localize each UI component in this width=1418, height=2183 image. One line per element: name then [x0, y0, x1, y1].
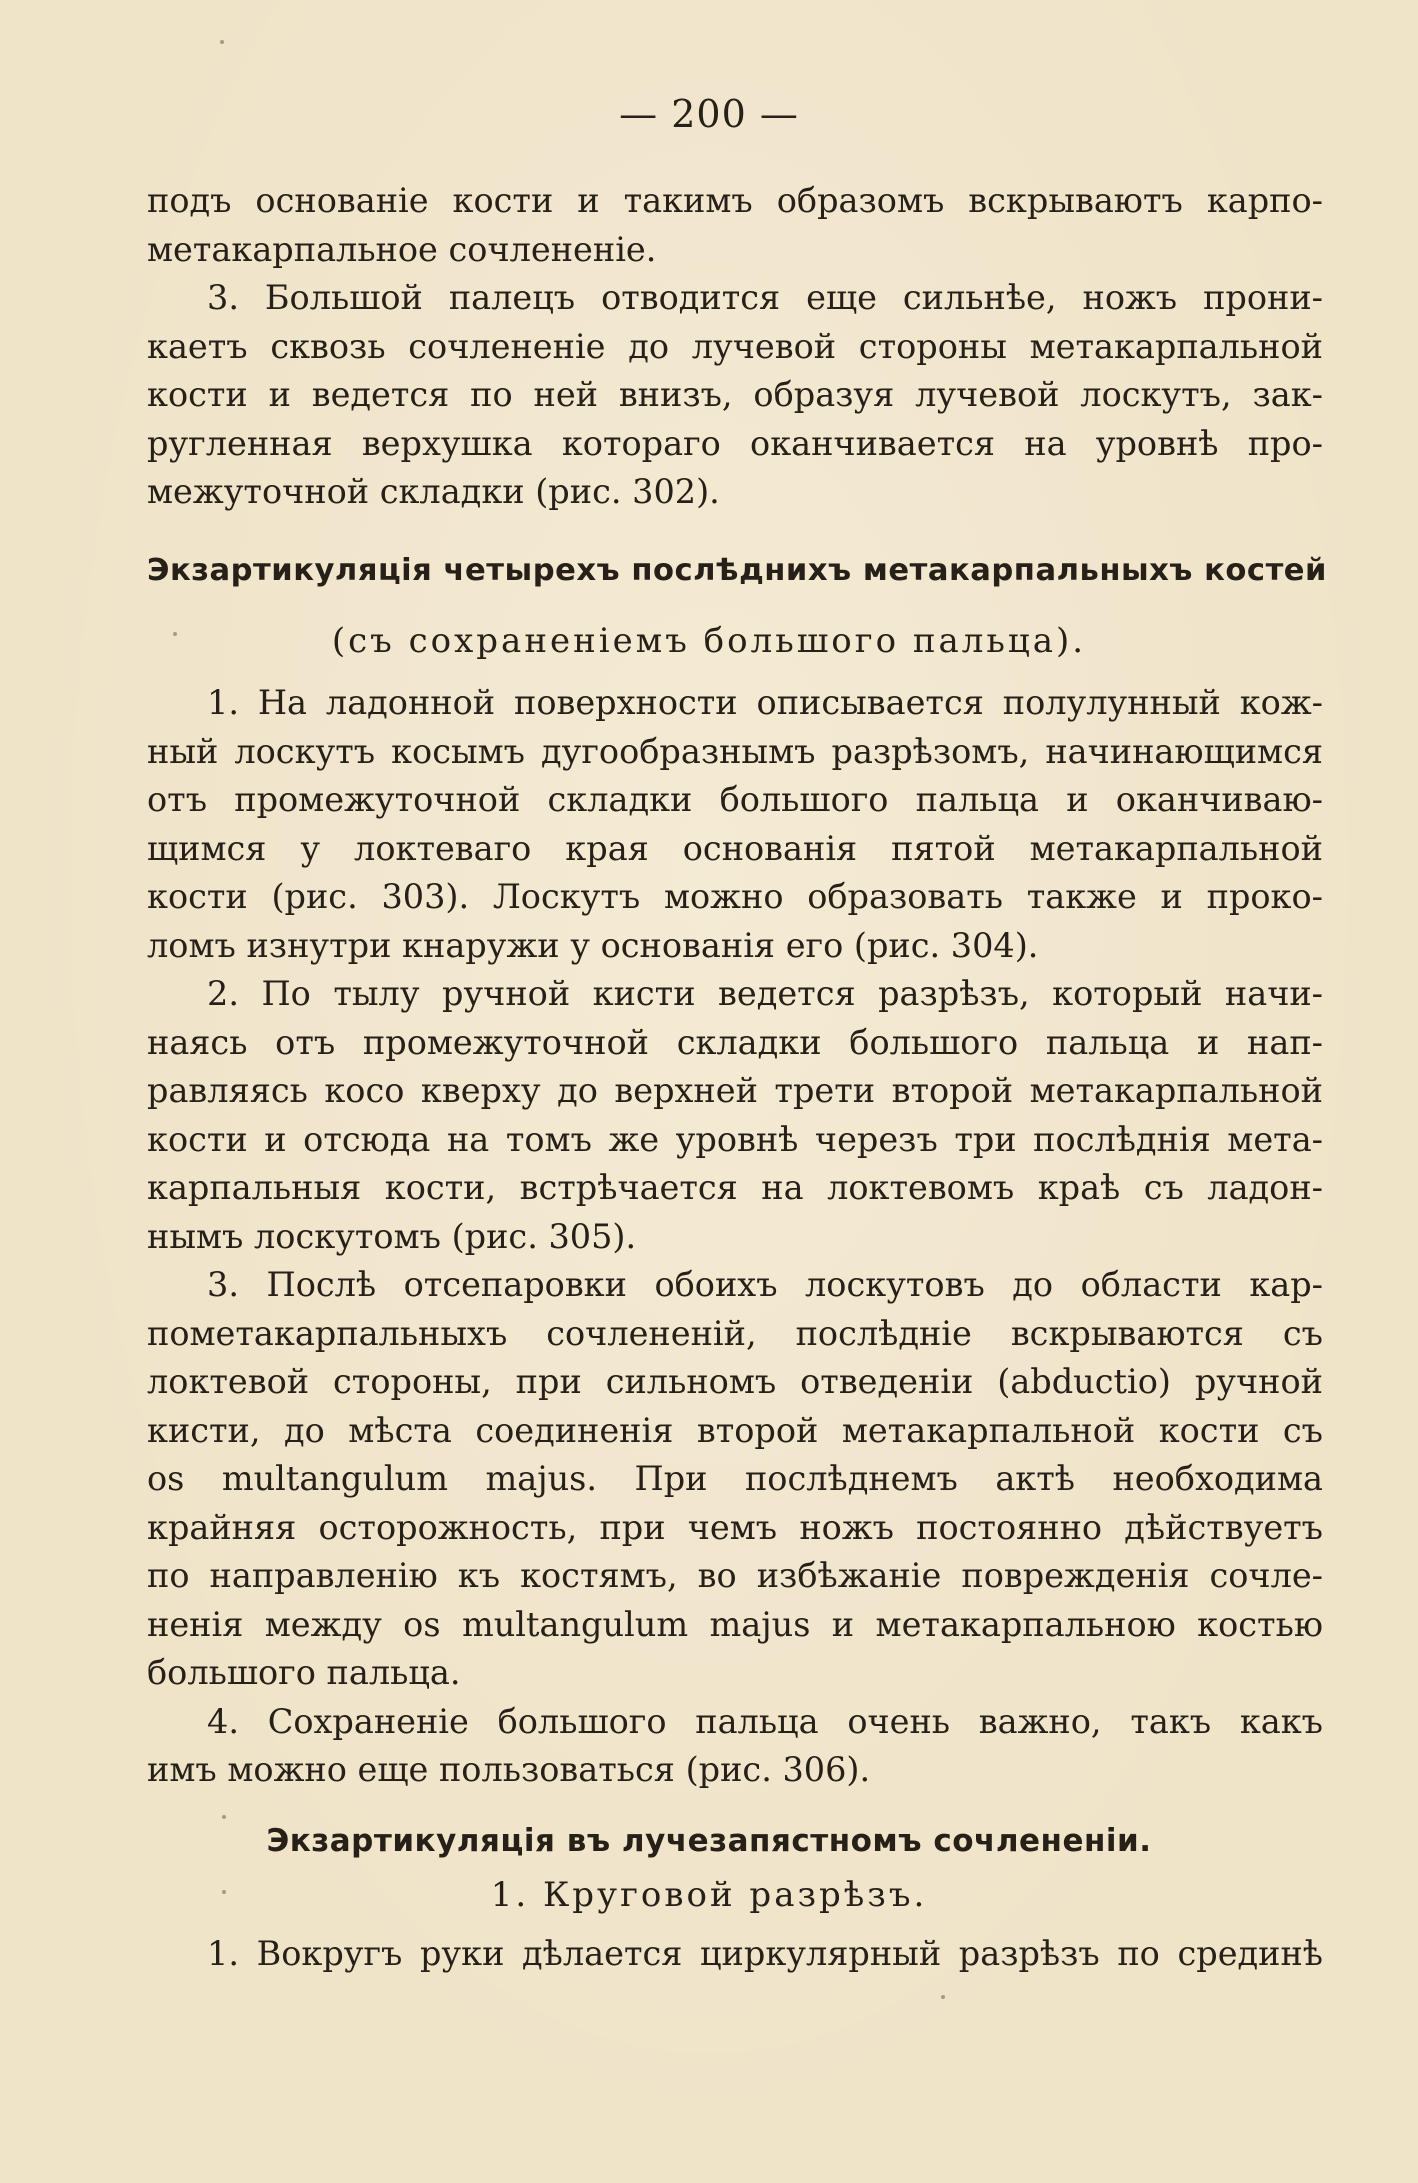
paper-speck: [941, 1995, 945, 1999]
text-line: 3. Послѣ отсепаровки обоихъ лоскутовъ до области кар-: [207, 1265, 1323, 1304]
text-line: метакарпальное сочлененіе.: [147, 229, 657, 269]
text-line: крайняя осторожность, при чемъ ножъ постоянно дѣйствуетъ: [147, 1507, 1323, 1547]
text-line: ный лоскутъ косымъ дугообразнымъ разрѣзомъ, начинающимся: [147, 731, 1323, 771]
section-subheading: (съ сохраненіемъ большого пальца).: [331, 621, 1087, 661]
paper-speck: [220, 40, 224, 44]
text-line: 3. Большой палецъ отводится еще сильнѣе, ножъ прони-: [207, 278, 1323, 317]
text-line: имъ можно еще пользоваться (рис. 306).: [147, 1750, 871, 1789]
paragraph-block-2: [147, 679, 1323, 1795]
text-line: кости и ведется по ней внизъ, образуя лучевой лоскутъ, зак-: [147, 375, 1323, 414]
paper-speck: [222, 1890, 226, 1894]
text-line: 4. Сохраненіе большого пальца очень важно, такъ какъ: [207, 1701, 1323, 1741]
text-line: 2. По тылу ручной кисти ведется разрѣзъ, который начи-: [207, 974, 1323, 1013]
text-line: ломъ изнутри кнаружи у основанія его (рис. 304).: [147, 925, 1039, 965]
text-line: большого пальца.: [147, 1653, 461, 1692]
text-line: ругленная верхушка котораго оканчивается на уровнѣ про-: [147, 423, 1323, 463]
text-line: 1. На ладонной поверхности описывается полулунный кож-: [207, 683, 1323, 722]
paragraph-block-1: [147, 177, 1323, 517]
text-line: нымъ лоскутомъ (рис. 305).: [147, 1216, 637, 1256]
text-line: кости (рис. 303). Лоскутъ можно образовать также и проко-: [147, 877, 1323, 916]
text-line: ненія между os multangulum majus и метакарпальною костью: [147, 1604, 1323, 1644]
section-heading: Экзартикуляція четырехъ послѣднихъ метакарпальныхъ костей: [147, 553, 1327, 588]
page-number: — 200 —: [619, 92, 799, 136]
paragraph-block-3: [147, 1930, 1323, 1979]
text-line: кисти, до мѣста соединенія второй метакарпальной кости съ: [147, 1410, 1323, 1450]
text-line: отъ промежуточной складки большого пальца и оканчиваю-: [147, 780, 1323, 819]
text-line: щимся у локтеваго края основанія пятой метакарпальной: [147, 828, 1323, 868]
section-heading: Экзартикуляція въ лучезапястномъ сочлененіи.: [266, 1823, 1152, 1859]
text-line: карпальныя кости, встрѣчается на локтевомъ краѣ съ ладон-: [147, 1168, 1323, 1207]
section-subheading: 1. Круговой разрѣзъ.: [490, 1875, 928, 1915]
text-line: каетъ сквозь сочлененіе до лучевой стороны метакарпальной: [147, 326, 1323, 366]
text-line: локтевой стороны, при сильномъ отведеніи (abductio) ручной: [147, 1362, 1323, 1401]
paper-speck: [173, 632, 177, 636]
text-line: подъ основаніе кости и такимъ образомъ вскрываютъ карпо-: [147, 181, 1323, 220]
text-line: 1. Вокругъ руки дѣлается циркулярный разрѣзъ по срединѣ: [207, 1934, 1323, 1973]
text-line: межуточной складки (рис. 302).: [147, 472, 720, 511]
text-line: os multangulum majus. При послѣднемъ актѣ необходима: [147, 1459, 1323, 1498]
text-line: пометакарпальныхъ сочлененій, послѣдніе вскрываются съ: [147, 1313, 1323, 1353]
text-line: по направленію къ костямъ, во избѣжаніе поврежденія сочле-: [147, 1556, 1323, 1595]
text-line: наясь отъ промежуточной складки большого пальца и нап-: [147, 1022, 1323, 1062]
paper-speck: [222, 1815, 226, 1819]
text-line: кости и отсюда на томъ же уровнѣ черезъ три послѣднія мета-: [147, 1119, 1323, 1159]
text-line: равляясь косо кверху до верхней трети второй метакарпальной: [147, 1071, 1323, 1110]
